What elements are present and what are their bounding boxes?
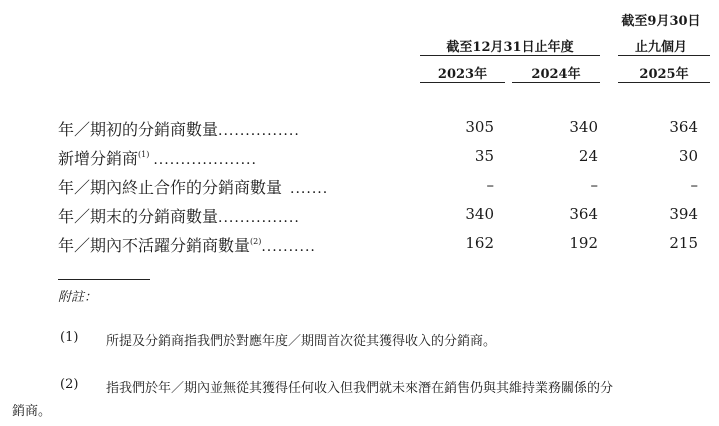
note-1-text: 所提及分銷商指我們於對應年度／期間首次從其獲得收入的分銷商。	[106, 334, 497, 349]
row-leader-dots: ...............	[218, 210, 300, 226]
row-label: 年／期內不活躍分銷商數量	[58, 236, 251, 255]
note-2-marker: (2)	[60, 377, 79, 392]
header-col-2023-underline	[420, 82, 505, 83]
row-value-2023: 340	[465, 205, 494, 223]
header-col-2024: 2024年	[531, 67, 581, 82]
row-label: 新增分銷商	[58, 149, 139, 168]
row-value-2025: 364	[669, 118, 698, 136]
row-value-2024: –	[590, 176, 598, 194]
row-value-2024: 340	[569, 118, 598, 136]
note-2-text-line2: 銷商。	[12, 404, 52, 419]
header-nine-months-line2: 止九個月	[634, 40, 687, 55]
table-row	[58, 204, 300, 227]
row-value-2025: 394	[669, 205, 698, 223]
row-value-2023: 35	[474, 147, 494, 165]
header-year-ended-label: 截至12月31日止年度	[446, 40, 574, 55]
header-nine-months-line1: 截至9月30日	[621, 14, 701, 29]
row-value-2025: 215	[669, 234, 698, 252]
table-row	[58, 175, 328, 198]
row-footnote-ref: (2)	[250, 237, 262, 246]
row-value-2023: –	[486, 176, 494, 194]
header-group-underline	[420, 55, 600, 56]
table-row	[58, 146, 257, 169]
header-col-2024-underline	[512, 82, 600, 83]
row-label: 年／期內終止合作的分銷商數量	[58, 178, 283, 197]
row-label: 年／期末的分銷商數量	[58, 207, 219, 226]
header-col-2023: 2023年	[437, 67, 488, 82]
row-leader-dots: ...................	[153, 152, 257, 168]
row-value-2024: 364	[569, 205, 598, 223]
row-label: 年／期初的分銷商數量	[58, 120, 219, 139]
row-value-2025: –	[690, 176, 698, 194]
footnote-separator	[58, 279, 150, 280]
table-row	[58, 233, 316, 256]
row-value-2024: 24	[578, 147, 598, 165]
note-1-marker: (1)	[60, 330, 79, 345]
row-value-2023: 162	[465, 234, 494, 252]
table-row	[58, 117, 300, 140]
row-leader-dots: ...............	[218, 123, 300, 139]
header-col-2025: 2025年	[639, 67, 689, 82]
row-value-2024: 192	[569, 234, 598, 252]
row-leader-dots: ..........	[261, 239, 316, 255]
row-value-2023: 305	[465, 118, 494, 136]
note-2-text-line1: 指我們於年／期內並無從其獲得任何收入但我們就未來潛在銷售仍與其維持業務關係的分	[106, 381, 614, 396]
row-value-2025: 30	[678, 147, 698, 165]
notes-heading: 附註：	[58, 290, 98, 305]
header-nine-months-underline	[618, 55, 710, 56]
row-footnote-ref: (1)	[138, 150, 150, 159]
row-leader-dots: .......	[290, 181, 329, 197]
header-col-2025-underline	[618, 82, 710, 83]
